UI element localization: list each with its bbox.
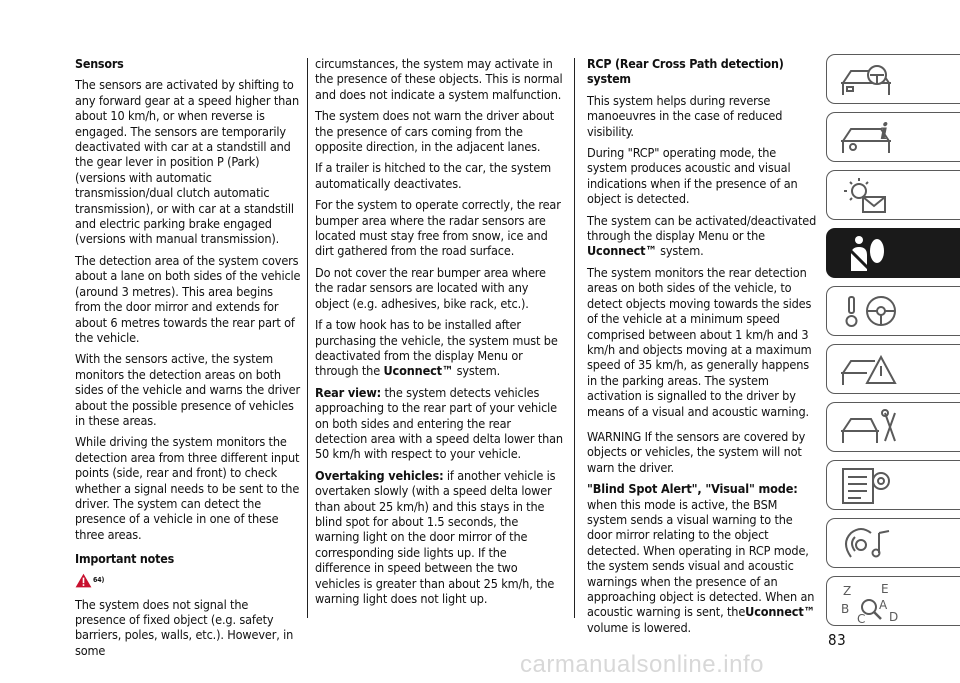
- paragraph: During "RCP" operating mode, the system produces acoustic and visual indications when if the presence of an object is detected.: [587, 145, 798, 207]
- tab-servicing-maintenance[interactable]: [826, 402, 960, 452]
- text-column-1: [75, 56, 301, 664]
- index-letter: A: [879, 598, 888, 612]
- text-column-2: [315, 56, 565, 612]
- car-warning-triangle-icon: [837, 349, 955, 391]
- seatbelt-airbag-icon: [837, 233, 955, 275]
- paragraph: The system monitors the rear detection areas on both sides of the vehicle, to detect objects moving towards the sides of the vehicle at a minimum speed comprised between about 1 km/h and 3 km/h and objects moving at a maximum speed of 35 km/h, as generally happens in the parking areas. The system activation is signalled to the driver by means of a visual and acoustic warning.: [587, 264, 812, 419]
- warning-ref-number: 64): [93, 575, 105, 584]
- chapter-tabs: [826, 54, 960, 634]
- index-letter: E: [881, 582, 889, 596]
- paragraph: This system helps during reverse manoeuvres in the case of reduced visibility.: [587, 92, 783, 139]
- paragraph-warning: WARNING If the sensors are covered by objects or vehicles, the system will not warn the driver.: [587, 428, 806, 475]
- term-label: Rear view:: [315, 384, 382, 400]
- paragraph: The system can be activated/deactivated through the display Menu or the Uconnect™ system.: [587, 212, 817, 259]
- text-column-3: [587, 56, 819, 641]
- warning-reference: [75, 573, 301, 593]
- index-letter: Z: [843, 584, 852, 598]
- alphabetical-index-icon: [837, 581, 955, 625]
- paragraph: circumstances, the system may activate in the presence of these objects. This is normal and does not indicate a system malfunction.: [315, 56, 563, 102]
- warning-triangle-icon: [75, 573, 92, 588]
- watermark: carmanualsonline.info: [520, 651, 764, 678]
- tab-warning-lights[interactable]: [826, 170, 960, 220]
- section-heading-important-notes: Important notes: [75, 551, 175, 567]
- tab-getting-to-know[interactable]: [826, 54, 960, 104]
- section-heading-sensors: Sensors: [75, 56, 124, 71]
- paragraph-overtaking: Overtaking vehicles: if another vehicle is overtaken slowly (with a speed delta lower than about 25 km/h) and this stays in the blind spot for about 1.5 seconds, the warning light on the door mirror of the corresponding side lights up. If the difference in speed between the two vehicles is greater than about 25 km/h, the warning light does not light up.: [315, 467, 556, 606]
- section-heading-rcp: RCP (Rear Cross Path detection) system: [587, 56, 784, 87]
- paragraph: Do not cover the rear bumper area where the radar sensors are located with any object (e.g. adhesives, bike rack, etc.).: [315, 264, 546, 311]
- paragraph: If a trailer is hitched to the car, the system automatically deactivates.: [315, 160, 552, 191]
- car-maintenance-tools-icon: [837, 407, 955, 449]
- paragraph-blind-spot: "Blind Spot Alert", "Visual" mode: when this mode is active, the BSM system sends a visual warning to the door mirror relating to the object detected. When operating in RCP mode, the system sends visual and acoustic warnings when the presence of an approaching object is detected. When an acoustic warning is sent, theUconnect™ volume is lowered.: [587, 481, 815, 635]
- index-letter: D: [889, 610, 899, 624]
- paragraph: The system does not signal the presence of fixed object (e.g. safety barriers, poles, walls, etc.). However, in some: [75, 596, 294, 658]
- column-divider-1: [307, 58, 308, 618]
- tab-in-emergency[interactable]: [826, 344, 960, 394]
- multimedia-navigation-icon: [837, 523, 955, 565]
- tab-technical-data[interactable]: [826, 460, 960, 510]
- term-label: "Blind Spot Alert", "Visual" mode:: [587, 481, 798, 497]
- warning-lights-message-icon: [837, 175, 955, 217]
- paragraph: With the sensors active, the system monitors the detection areas on both sides of the vehicle and warns the driver about the possible presence of vehicles in these areas.: [75, 351, 300, 428]
- paragraph: The detection area of the system covers about a lane on both sides of the vehicle (around 3 metres). This area begins from the door mirror and extends for about 6 metres towards the rear part of the vehicle.: [75, 252, 301, 345]
- index-letter: C: [857, 612, 866, 625]
- car-info-icon: [837, 117, 955, 159]
- tab-multimedia[interactable]: [826, 518, 960, 568]
- page-number: 83: [828, 631, 847, 649]
- steering-wheel-key-icon: [837, 291, 955, 333]
- paragraph: While driving the system monitors the detection area from three different input points (side, rear and front) to check whether a signal needs to be sent to the driver. The system can detect the presence of a vehicle in one of these three areas.: [75, 434, 300, 542]
- brand-uconnect: Uconnect™: [383, 363, 454, 379]
- tab-safety[interactable]: [826, 228, 960, 278]
- paragraph: For the system to operate correctly, the rear bumper area where the radar sensors are located must stay free from snow, ice and dirt gathered from the road surface.: [315, 197, 561, 259]
- index-letter: B: [841, 602, 850, 616]
- car-dashboard-icon: [837, 59, 955, 101]
- brand-uconnect: Uconnect™: [745, 604, 815, 620]
- paragraph: If a tow hook has to be installed after purchasing the vehicle, the system must be deactivated from the display Menu or through the Uconnect™ system.: [315, 317, 558, 379]
- svg-text:i: i: [880, 119, 889, 145]
- paragraph: The sensors are activated by shifting to any forward gear at a speed higher than about 10 km/h, or when reverse is engaged. The sensors are temporarily deactivated with car at a standstill and the gear lever in position P (Park) (versions with automatic transmission/dual clutch automatic transmission), or with car at a standstill and electric parking brake engaged (versions with manual transmission).: [75, 77, 299, 247]
- term-label: Overtaking vehicles:: [315, 467, 444, 483]
- tab-vehicle-info[interactable]: [826, 112, 960, 162]
- tab-starting-driving[interactable]: [826, 286, 960, 336]
- tab-index[interactable]: [826, 576, 960, 626]
- brand-uconnect: Uconnect™: [587, 243, 657, 259]
- paragraph: The system does not warn the driver about the presence of cars coming from the opposite direction, in the adjacent lanes.: [315, 108, 555, 155]
- paragraph-rear-view: Rear view: the system detects vehicles approaching to the rear part of your vehicle on both sides and entering the rear detection area with a speed delta lower than 50 km/h with respect to your vehicle.: [315, 384, 563, 462]
- technical-data-gear-icon: [837, 465, 955, 507]
- column-divider-2: [574, 58, 575, 618]
